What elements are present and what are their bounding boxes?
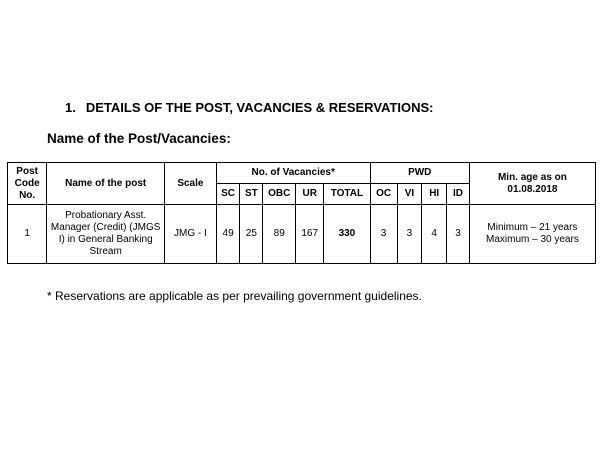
age-maximum: Maximum – 30 years — [486, 234, 579, 245]
header-oc: OC — [370, 184, 397, 205]
cell-st: 25 — [240, 205, 263, 264]
age-minimum: Minimum – 21 years — [487, 222, 578, 233]
header-ur: UR — [296, 184, 324, 205]
header-vi: VI — [397, 184, 422, 205]
cell-ur: 167 — [296, 205, 324, 264]
cell-id: 3 — [447, 205, 470, 264]
cell-hi: 4 — [422, 205, 447, 264]
cell-vi: 3 — [397, 205, 422, 264]
section-title: DETAILS OF THE POST, VACANCIES & RESERVATIONS: — [85, 100, 434, 115]
header-id: ID — [447, 184, 470, 205]
header-st: ST — [240, 184, 263, 205]
header-hi: HI — [422, 184, 447, 205]
header-pwd-group: PWD — [370, 163, 469, 184]
cell-scale: JMG - I — [165, 205, 217, 264]
header-obc: OBC — [263, 184, 296, 205]
subheading: Name of the Post/Vacancies: — [47, 131, 231, 146]
section-number: 1. — [65, 100, 76, 115]
section-heading — [65, 100, 434, 115]
table-row — [8, 205, 596, 264]
cell-post-name: Probationary Asst. Manager (Credit) (JMGS I) in General Banking Stream — [47, 205, 165, 264]
header-scale: Scale — [165, 163, 217, 205]
header-vacancies-group: No. of Vacancies* — [216, 163, 370, 184]
header-sc: SC — [216, 184, 240, 205]
header-total: TOTAL — [324, 184, 371, 205]
header-post-name: Name of the post — [47, 163, 165, 205]
cell-post-code: 1 — [8, 205, 47, 264]
header-min-age: Min. age as on 01.08.2018 — [469, 163, 595, 205]
footnote: * Reservations are applicable as per prevailing government guidelines. — [47, 289, 422, 303]
cell-obc: 89 — [263, 205, 296, 264]
table-header-row — [8, 163, 596, 184]
cell-oc: 3 — [370, 205, 397, 264]
vacancies-table — [7, 162, 596, 264]
cell-min-age — [469, 205, 595, 264]
header-post-code: Post Code No. — [8, 163, 47, 205]
cell-total: 330 — [324, 205, 371, 264]
cell-sc: 49 — [216, 205, 240, 264]
